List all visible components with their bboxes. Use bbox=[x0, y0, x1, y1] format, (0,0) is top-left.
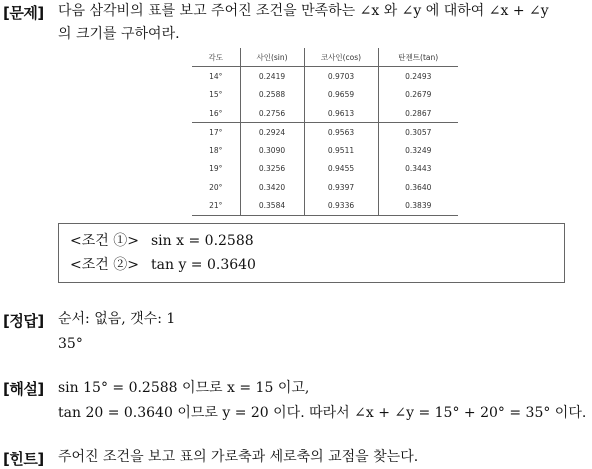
explanation-line-2: tan 20 = 0.3640 이므로 y = 20 이다. 따라서 ∠x + ∠y = 15° + 20° = 35° 이다. bbox=[58, 405, 587, 421]
cell-tan: 0.3640 bbox=[378, 178, 458, 196]
table-row bbox=[192, 67, 458, 86]
cell-sin: 0.2924 bbox=[240, 123, 304, 142]
table-row bbox=[192, 178, 458, 196]
table-row bbox=[192, 104, 458, 123]
cell-angle: 16° bbox=[209, 108, 223, 118]
cell-sin: 0.3584 bbox=[240, 196, 304, 215]
cell-cos: 0.9659 bbox=[304, 86, 378, 104]
cell-angle: 18° bbox=[209, 146, 223, 156]
answer-line-2: 35° bbox=[58, 336, 83, 352]
cell-cos: 0.9563 bbox=[304, 123, 378, 142]
answer-line-1: 순서: 없음, 갯수: 1 bbox=[58, 311, 176, 327]
header-angle: 각도 bbox=[192, 48, 240, 67]
condition-2-expr: tan y = 0.3640 bbox=[151, 257, 256, 273]
cell-sin: 0.2419 bbox=[240, 67, 304, 86]
trig-table bbox=[192, 48, 458, 216]
cell-tan: 0.3249 bbox=[378, 141, 458, 159]
cell-cos: 0.9511 bbox=[304, 141, 378, 159]
problem-line-2: 의 크기를 구하여라. bbox=[58, 26, 180, 42]
cell-tan: 0.2493 bbox=[378, 67, 458, 86]
answer-tag: [정답] bbox=[3, 312, 44, 330]
condition-1-expr: sin x = 0.2588 bbox=[151, 233, 254, 249]
cell-angle: 15° bbox=[209, 90, 223, 100]
cell-sin: 0.2756 bbox=[240, 104, 304, 123]
cell-sin: 0.3256 bbox=[240, 160, 304, 178]
problem-line-1: 다음 삼각비의 표를 보고 주어진 조건을 만족하는 ∠x 와 ∠y 에 대하여 ∠x + ∠y bbox=[58, 3, 549, 19]
hint-tag: [힌트] bbox=[3, 450, 44, 468]
problem-tag: [문제] bbox=[3, 4, 44, 22]
trig-table-wrapper bbox=[192, 48, 458, 216]
table-row bbox=[192, 86, 458, 104]
cell-sin: 0.3420 bbox=[240, 178, 304, 196]
cell-angle: 21° bbox=[209, 201, 223, 211]
header-sin: 사인(sin) bbox=[240, 48, 304, 67]
table-row bbox=[192, 196, 458, 215]
explanation-line-1: sin 15° = 0.2588 이므로 x = 15 이고, bbox=[58, 380, 310, 396]
table-row bbox=[192, 160, 458, 178]
cell-cos: 0.9613 bbox=[304, 104, 378, 123]
cell-tan: 0.3839 bbox=[378, 196, 458, 215]
cell-angle: 20° bbox=[209, 182, 223, 192]
condition-1-label: <조건 ①> bbox=[70, 233, 139, 249]
cell-cos: 0.9703 bbox=[304, 67, 378, 86]
conditions-box bbox=[58, 223, 565, 283]
header-cos: 코사인(cos) bbox=[304, 48, 378, 67]
cell-angle: 19° bbox=[209, 164, 223, 174]
hint-line-1: 주어진 조건을 보고 표의 가로축과 세로축의 교점을 찾는다. bbox=[58, 449, 419, 465]
explanation-tag: [해설] bbox=[3, 380, 44, 398]
table-row bbox=[192, 123, 458, 142]
cell-tan: 0.2867 bbox=[378, 104, 458, 123]
cell-tan: 0.2679 bbox=[378, 86, 458, 104]
cell-sin: 0.3090 bbox=[240, 141, 304, 159]
cell-angle: 17° bbox=[192, 123, 240, 142]
cell-cos: 0.9336 bbox=[304, 196, 378, 215]
condition-2-label: <조건 ②> bbox=[70, 257, 139, 273]
cell-cos: 0.9397 bbox=[304, 178, 378, 196]
table-header-row bbox=[192, 48, 458, 67]
cell-cos: 0.9455 bbox=[304, 160, 378, 178]
table-row bbox=[192, 141, 458, 159]
cell-sin: 0.2588 bbox=[240, 86, 304, 104]
cell-tan: 0.3443 bbox=[378, 160, 458, 178]
cell-tan: 0.3057 bbox=[378, 123, 458, 142]
cell-angle: 14° bbox=[209, 71, 223, 81]
header-tan: 탄젠트(tan) bbox=[378, 48, 458, 67]
